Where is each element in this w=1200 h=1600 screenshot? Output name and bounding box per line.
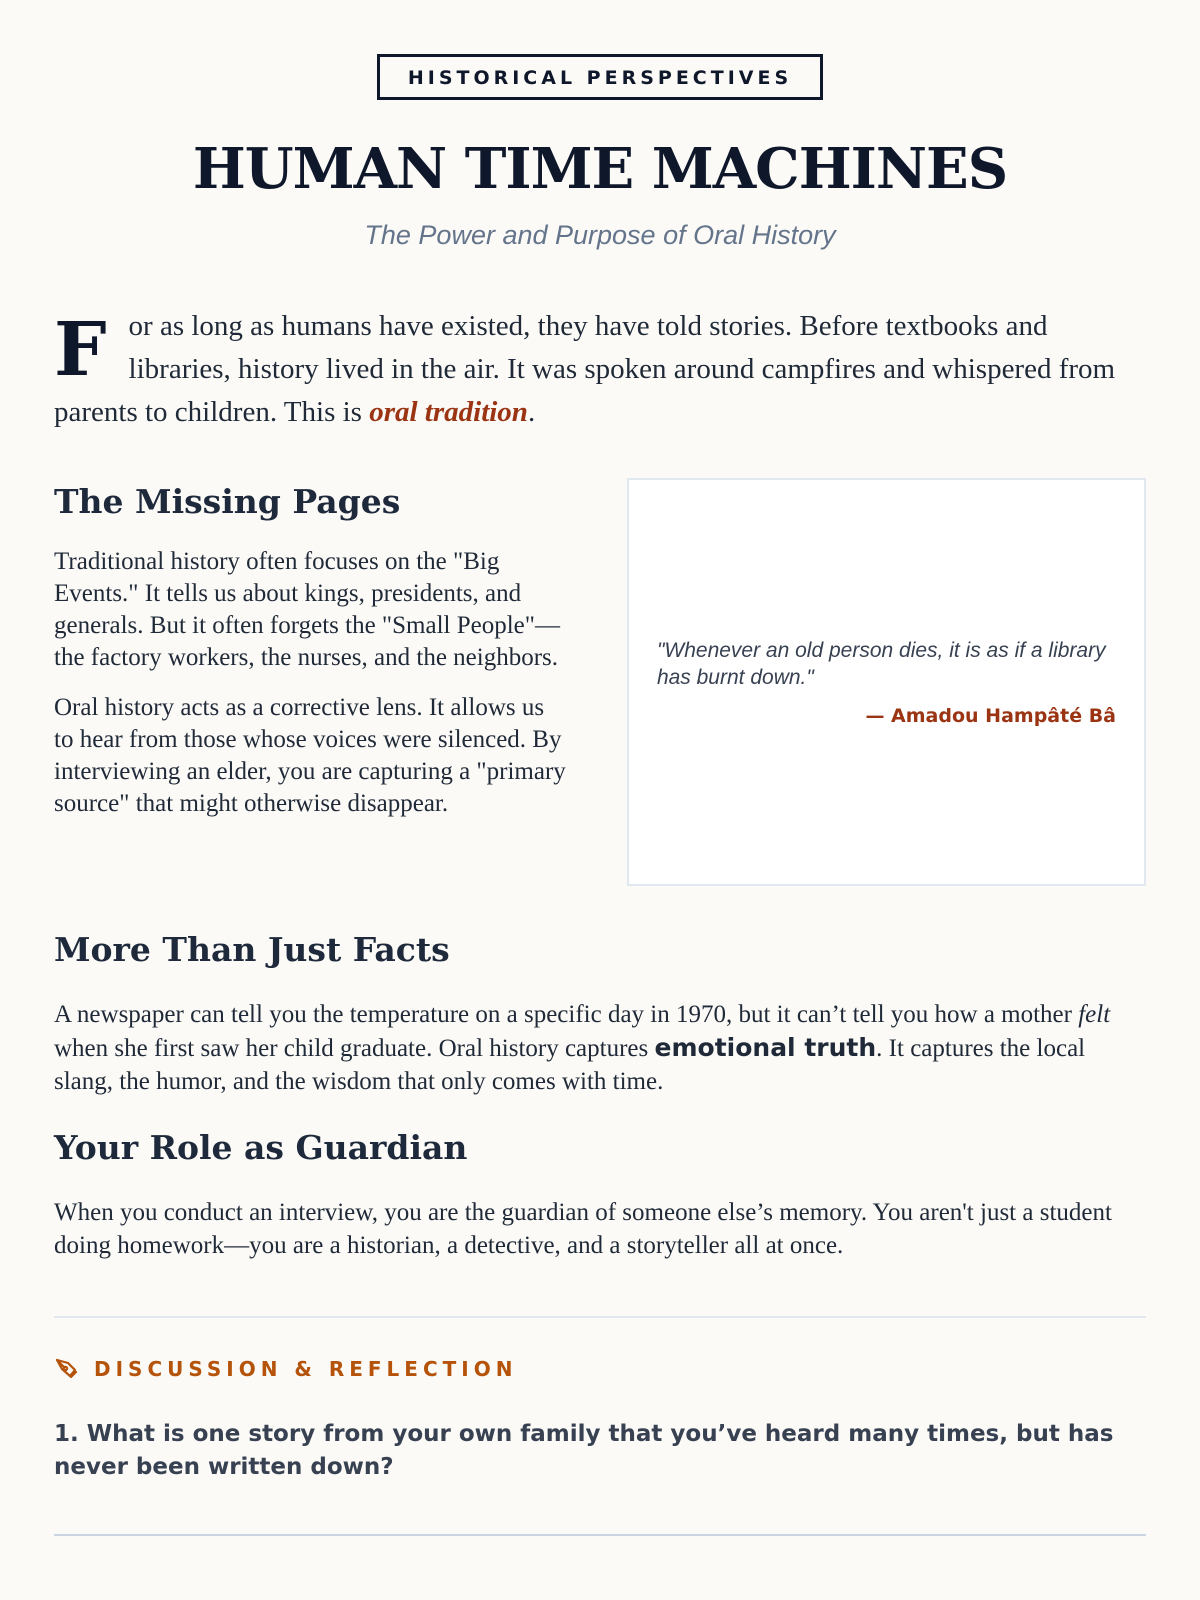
pull-quote-attribution: — Amadou Hampâté Bâ <box>865 705 1116 727</box>
drop-cap: F <box>54 307 107 393</box>
kicker-wrap <box>54 54 1146 100</box>
bottom-divider <box>54 1534 1146 1536</box>
page-title: HUMAN TIME MACHINES <box>192 136 1008 202</box>
intro-end: . <box>527 396 536 428</box>
guardian-heading: Your Role as Guardian <box>54 1128 468 1167</box>
missing-pages-paragraph-2: Oral history acts as a corrective lens. It allows us to hear from those whose voices were silenced. By interviewing an elder, you are capturing a "primary source" that might otherwise disappear. <box>54 694 566 817</box>
missing-pages-section <box>54 478 1146 886</box>
more-than-facts-heading: More Than Just Facts <box>54 930 450 969</box>
intro-paragraph <box>54 305 1146 434</box>
page-subtitle: The Power and Purpose of Oral History <box>364 220 836 250</box>
oral-tradition-term: oral tradition <box>369 396 528 428</box>
missing-pages-heading: The Missing Pages <box>54 482 401 521</box>
missing-pages-paragraph-1: Traditional history often focuses on the "Big Events." It tells us about kings, presidents, and generals. But it often forgets the "Small People"—the factory workers, the nurses, and the neighbors. <box>54 548 560 671</box>
guardian-section <box>54 1128 1146 1262</box>
facts-text-2: when she first saw her child graduate. Oral history captures <box>54 1035 655 1062</box>
felt-emphasis: felt <box>1078 1001 1111 1028</box>
guardian-paragraph: When you conduct an interview, you are the guardian of someone else’s memory. You aren't just a student doing homework—you are a historian, a detective, and a storyteller all at once. <box>54 1199 1112 1259</box>
pull-quote-box <box>627 478 1146 886</box>
discussion-question-1: 1. What is one story from your own family that you’ve heard many times, but has never been written down? <box>54 1421 1114 1480</box>
pull-quote-text: "Whenever an old person dies, it is as if a library has burnt down." <box>656 639 1106 689</box>
facts-text-1: A newspaper can tell you the temperature on a specific day in 1970, but it can’t tell you how a mother <box>54 1001 1079 1028</box>
facts-text-3: . It captures the local slang, the humor, and the wisdom that only comes with time. <box>54 1035 1086 1095</box>
more-than-facts-paragraph <box>54 998 1146 1098</box>
discussion-heading <box>54 1356 1146 1382</box>
section-kicker: HISTORICAL PERSPECTIVES <box>377 54 823 100</box>
missing-pages-text <box>54 478 569 886</box>
feather-pen-icon <box>54 1356 80 1382</box>
more-than-facts-section <box>54 930 1146 1098</box>
discussion-label: DISCUSSION & REFLECTION <box>94 1357 518 1381</box>
emotional-truth-strong: emotional truth <box>654 1033 877 1062</box>
intro-text: or as long as humans have existed, they have told stories. Before textbooks and libraries, history lived in the air. It was spoken around campfires and whispered from parents to children. This is <box>54 310 1116 428</box>
section-divider <box>54 1316 1146 1318</box>
